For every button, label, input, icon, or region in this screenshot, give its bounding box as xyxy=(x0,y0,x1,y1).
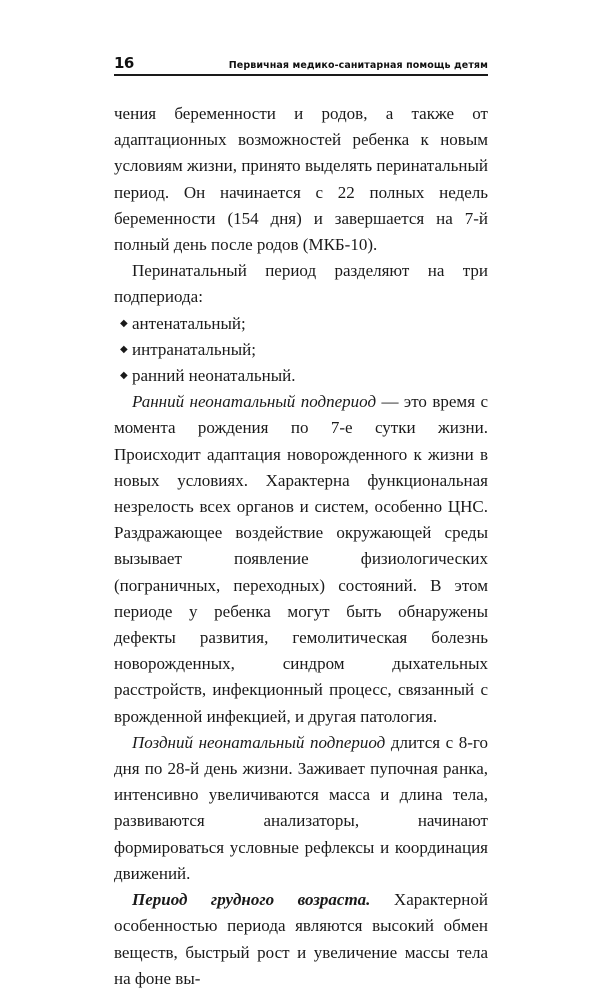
term-infancy: Период грудного возраста. xyxy=(132,890,371,910)
page-number: 16 xyxy=(114,54,134,72)
paragraph-text: Характерной особенностью периода являются высокий обмен веществ, быстрый рост и увеличение массы тела на фоне вы- xyxy=(114,890,488,988)
paragraph-early-neonatal xyxy=(114,389,488,730)
list-item-text: интранатальный; xyxy=(132,339,256,359)
term-late-neonatal: Поздний неонатальный подпериод xyxy=(132,732,386,752)
paragraph-late-neonatal xyxy=(114,730,488,887)
diamond-bullet-icon: ◆ xyxy=(120,343,128,355)
diamond-bullet-icon: ◆ xyxy=(120,370,128,382)
list-item xyxy=(114,337,488,363)
list-item xyxy=(114,363,488,389)
paragraph-subperiods-intro: Перинатальный период разделяют на три подпериода: xyxy=(114,261,488,307)
paragraph-continuation: чения беременности и родов, а также от адаптационных возможностей ребенка к новым условиям жизни, принято выделять перинатальный период. Он начинается с 22 полных недель беременности (154 дня) и завершается на 7-й полный день после родов (МКБ-10). xyxy=(114,104,488,255)
subperiod-list xyxy=(114,311,488,390)
diamond-bullet-icon: ◆ xyxy=(120,317,128,329)
list-item-text: антенатальный; xyxy=(132,313,246,333)
paragraph-text: длится с 8-го дня по 28-й день жизни. Заживает пупочная ранка, интенсивно увеличиваются масса и длина тела, развиваются анализаторы, начинают формироваться условные рефлексы и координация движений. xyxy=(114,732,488,883)
running-header xyxy=(114,52,488,76)
body-text xyxy=(114,101,488,992)
list-item xyxy=(114,311,488,337)
paragraph-infancy xyxy=(114,887,488,992)
term-early-neonatal: Ранний неонатальный подпериод xyxy=(132,392,377,412)
list-item-text: ранний неонатальный. xyxy=(132,366,296,386)
paragraph-text: — это время с момента рождения по 7-е сутки жизни. Происходит адаптация новорожденного к жизни в новых условиях. Характерна функциональная незрелость всех органов и систем, особенно ЦНС. Раздражающее воздействие окружающей среды вызывает появление физиологических (пограничных, переходных) состояний. В этом периоде у ребенка могут быть обнаружены дефекты развития, гемолитическая болезнь новорожденных, синдром дыхательных расстройств, инфекционный процесс, связанный с врожденной инфекцией, и другая патология. xyxy=(114,392,488,726)
running-title: Первичная медико-санитарная помощь детям xyxy=(228,60,488,71)
